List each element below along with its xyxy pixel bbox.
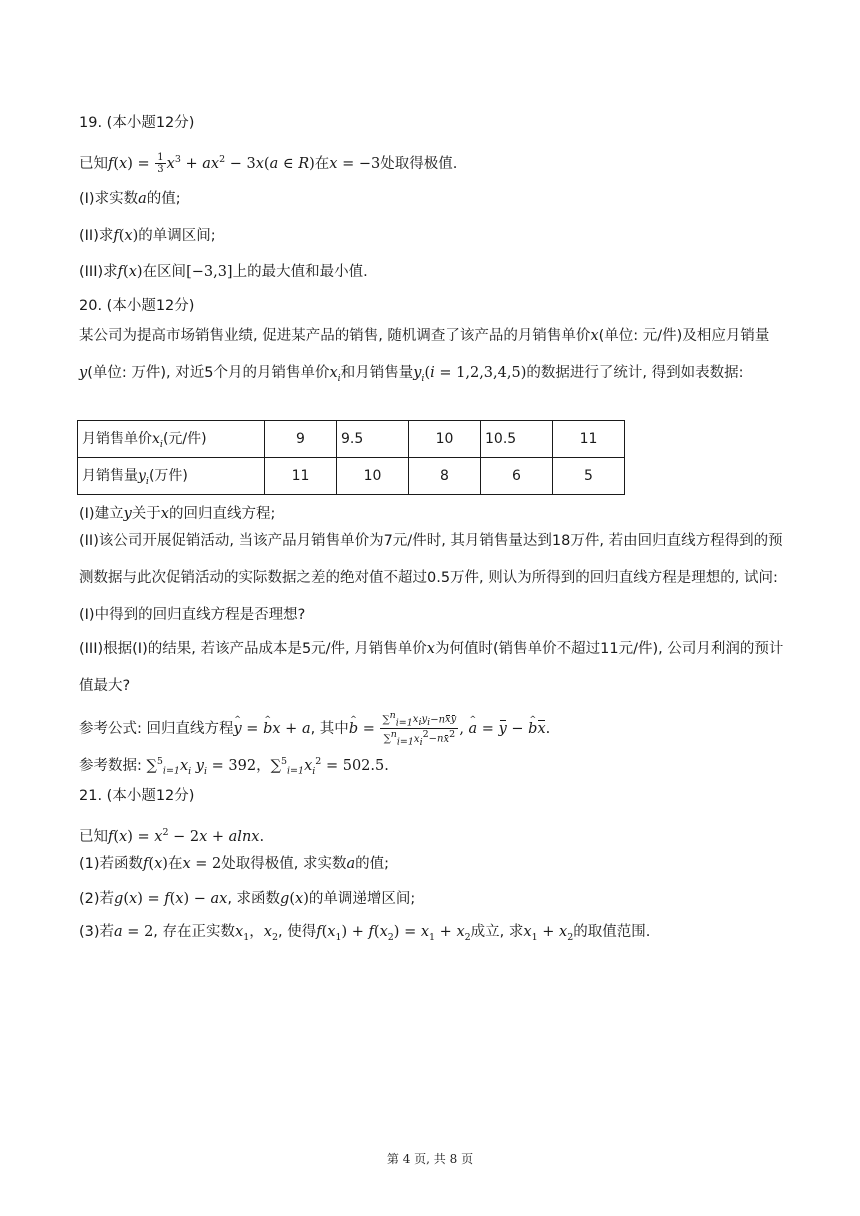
q21-part-1: (1)若函数f(x)在x = 2处取得极值, 求实数a的值;: [79, 856, 389, 872]
q20-reference-formula: 参考公式: 回归直线方程^ y = ^ bx + a, 其中^ b = $\frac{\sum^n_{i=1}x_iy_i-nxy}{\sum^n_{i=1}x_i^2-nx^2}$ , ^ a = y − ^ bx.: [79, 710, 550, 748]
q20-part-2: (II)该公司开展促销活动, 当该产品月销售单价为7元/件时, 其月销售量达到18万件, 若由回归直线方程得到的预测数据与此次促销活动的实际数据之差的绝对值不超过0.5万件, 则认为所得到的回归直线方程是理想的, 试问: (I)中得到的回归直线方程是否理想?: [79, 533, 783, 623]
q19-part-1: (I)求实数a的值;: [79, 191, 181, 207]
q19-part-2: (II)求f(x)的单调区间;: [79, 228, 216, 244]
table-row-label: 月销售量$y_i$(万件): [78, 458, 265, 495]
table-cell: 11: [553, 421, 625, 458]
table-cell: 6: [481, 458, 553, 495]
q19-header: 19. (本小题12分): [79, 115, 195, 131]
q19-stem: 已知f(x) = $\frac{1}{3}$ $x^3 + ax^2 - 3x(a$ ∈ R)在x = −3处取得极值.: [79, 152, 458, 176]
table-cell: 9.5: [337, 421, 409, 458]
q20-header: 20. (本小题12分): [79, 298, 195, 314]
table-row: [78, 458, 625, 495]
table-cell: 9: [265, 421, 337, 458]
table-row: [78, 421, 625, 458]
q19-part-3: (III)求f(x)在区间[−3,3]上的最大值和最小值.: [79, 264, 368, 280]
table-row-label: 月销售单价$x_i$(元/件): [78, 421, 265, 458]
q21-part-3: (3)若a = 2, 存在正实数$x_1$，$x_2$, 使得$f(x_1) + f(x_2) = x_1 + x_2$成立, 求$x_1 + x_2$的取值范围.: [79, 924, 651, 943]
table-cell: 11: [265, 458, 337, 495]
table-cell: 10: [337, 458, 409, 495]
q20-part-3: (III)根据(I)的结果, 若该产品成本是5元/件, 月销售单价x为何值时(销售单价不超过11元/件), 公司月利润的预计值最大?: [79, 641, 784, 694]
q20-reference-data: 参考数据: $\sum^5_{i=1}x_i$ $y_i = 392$，$\sum^5_{i=1}x_i^2 = 502.5$.: [79, 756, 389, 777]
table-cell: 10.5: [481, 421, 553, 458]
q21-part-2: (2)若g(x) = f(x) − ax, 求函数g(x)的单调递增区间;: [79, 891, 416, 907]
q21-header: 21. (本小题12分): [79, 788, 195, 804]
q20-intro: 某公司为提高市场销售业绩, 促进某产品的销售, 随机调查了该产品的月销售单价x(单位: 元/件)及相应月销量y(单位: 万件), 对近5个月的月销售单价$x_i$和月销售量$y_i(i = 1,2,3,4,5)$的数据进行了统计, 得到如表数据:: [79, 328, 770, 384]
q20-part-1: (I)建立y关于x的回归直线方程;: [79, 506, 276, 522]
table-cell: 8: [409, 458, 481, 495]
q21-stem: 已知$f(x) = x^2 - 2x + alnx$.: [79, 827, 265, 845]
table-cell: 5: [553, 458, 625, 495]
q20-data-table: [77, 420, 625, 495]
page-footer: 第 4 页, 共 8 页: [386, 1152, 474, 1166]
table-cell: 10: [409, 421, 481, 458]
